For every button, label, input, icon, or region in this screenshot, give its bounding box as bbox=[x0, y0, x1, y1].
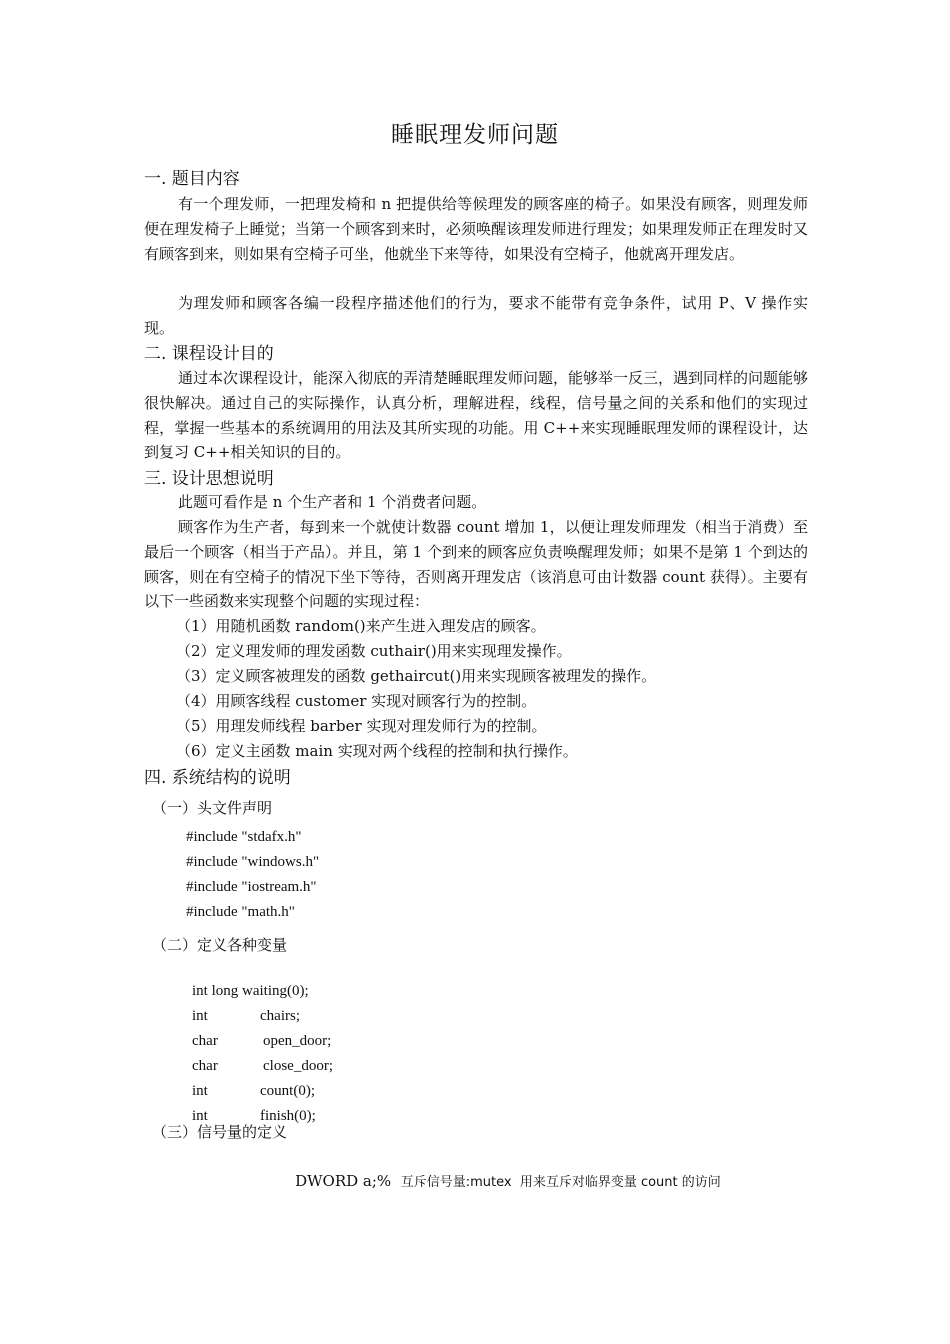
section-1-heading: 一. 题目内容 bbox=[144, 169, 240, 189]
section-2-heading: 二. 课程设计目的 bbox=[144, 344, 274, 364]
list-item: （4）用顾客线程 customer 实现对顾客行为的控制。 bbox=[176, 692, 537, 710]
semaphore-code-line bbox=[276, 1153, 721, 1208]
list-item: （2）定义理发师的理发函数 cuthair()用来实现理发操作。 bbox=[176, 642, 572, 660]
list-item: （3）定义顾客被理发的函数 gethaircut()用来实现顾客被理发的操作。 bbox=[176, 667, 657, 685]
var-type: char bbox=[192, 1033, 218, 1049]
var-type: int bbox=[192, 1083, 208, 1099]
section-3-heading: 三. 设计思想说明 bbox=[144, 469, 274, 489]
var-name: count(0); bbox=[260, 1083, 315, 1099]
code-line: #include "windows.h" bbox=[186, 854, 320, 870]
section-2-paragraph-1: 通过本次课程设计，能深入彻底的弄清楚睡眠理发师问题，能够举一反三，遇到同样的问题能够很快解决。通过自己的实际操作，认真分析，理解进程，线程，信号量之间的关系和他们的实现过程，掌握一些基本的系统调用的用法及其所实现的功能。用 C++来实现睡眠理发师的课程设计，达到复习 C++相关知识的目的。 bbox=[144, 369, 809, 462]
var-type: int bbox=[192, 1008, 208, 1024]
var-type: int long waiting(0); bbox=[192, 983, 309, 999]
code-line: #include "stdafx.h" bbox=[186, 829, 302, 845]
var-type: int bbox=[192, 1108, 208, 1124]
code-line: #include "iostream.h" bbox=[186, 879, 317, 895]
section-3-paragraph-2: 顾客作为生产者，每到来一个就使计数器 count 增加 1，以便让理发师理发（相当于消费）至最后一个顾客（相当于产品）。并且，第 1 个到来的顾客应负责唤醒理发师；如果不是第 1 个到达的顾客，则在有空椅子的情况下坐下等待，否则离开理发店（该消息可由计数器 count 获得）。主要有以下一些函数来实现整个问题的实现过程： bbox=[144, 518, 808, 611]
section-1-paragraph-2: 为理发师和顾客各编一段程序描述他们的行为，要求不能带有竞争条件，试用 P、V 操作实现。 bbox=[144, 294, 808, 337]
section-3-paragraph-1: 此题可看作是 n 个生产者和 1 个消费者问题。 bbox=[178, 493, 487, 511]
var-name: chairs; bbox=[260, 1008, 300, 1024]
section-4-heading: 四. 系统结构的说明 bbox=[144, 768, 291, 788]
code-text: DWORD a;% bbox=[295, 1172, 392, 1190]
subsection-variables-label: （二）定义各种变量 bbox=[152, 936, 288, 954]
list-item: （1）用随机函数 random()来产生进入理发店的顾客。 bbox=[176, 617, 546, 635]
subsection-headers-label: （一）头文件声明 bbox=[152, 799, 273, 817]
var-name: finish(0); bbox=[260, 1108, 316, 1124]
code-comment: 互斥信号量:mutex 用来互斥对临界变量 count 的访问 bbox=[400, 1175, 721, 1190]
page-title: 睡眠理发师问题 bbox=[391, 122, 559, 148]
list-item: （6）定义主函数 main 实现对两个线程的控制和执行操作。 bbox=[176, 742, 578, 760]
list-item: （5）用理发师线程 barber 实现对理发师行为的控制。 bbox=[176, 717, 547, 735]
var-type: char bbox=[192, 1058, 218, 1074]
subsection-semaphore-label: （三）信号量的定义 bbox=[152, 1123, 288, 1141]
section-1-paragraph-1: 有一个理发师，一把理发椅和 n 把提供给等候理发的顾客座的椅子。如果没有顾客，则理发师便在理发椅子上睡觉；当第一个顾客到来时，必须唤醒该理发师进行理发；如果理发师正在理发时又有顾客到来，则如果有空椅子可坐，他就坐下来等待，如果没有空椅子，他就离开理发店。 bbox=[144, 195, 808, 263]
var-name: open_door; bbox=[263, 1033, 332, 1049]
var-name: close_door; bbox=[263, 1058, 333, 1074]
code-line: #include "math.h" bbox=[186, 904, 295, 920]
